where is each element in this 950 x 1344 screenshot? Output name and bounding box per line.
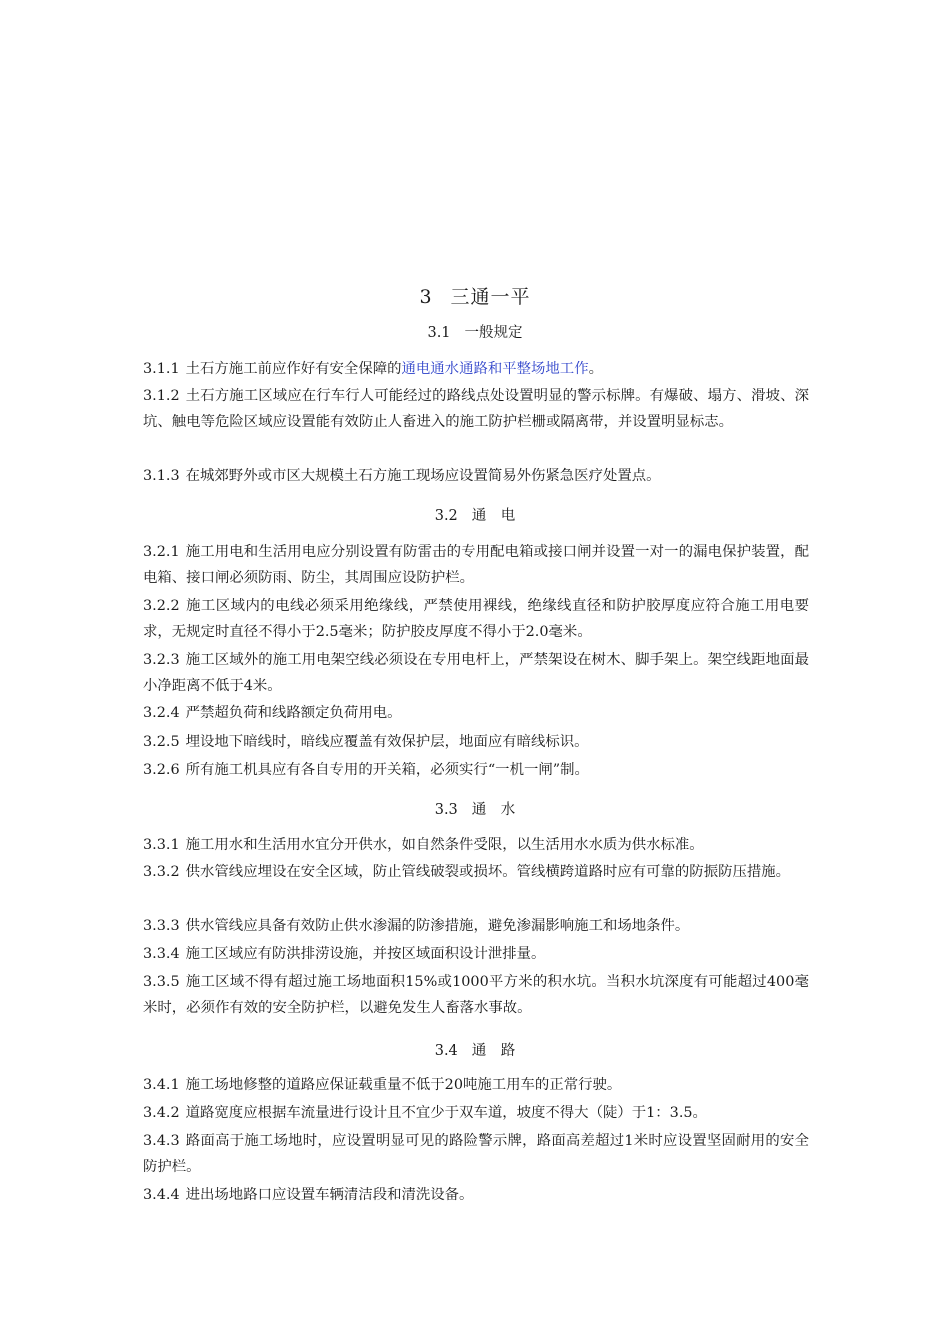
clause-3-2-3: 3.2.3 施工区域外的施工用电架空线必须设在专用电杆上，严禁架设在树木、脚手架上。架空线距地面最小净距离不低于4米。 (143, 652, 809, 694)
clause-3-2-1: 3.2.1 施工用电和生活用电应分别设置有防雷击的专用配电箱或接口闸并设置一对一的漏电保护装置，配电箱、接口闸必须防雨、防尘，其周围应设防护栏。 (143, 544, 809, 586)
clause-3-4-1: 3.4.1 施工场地修整的道路应保证载重量不低于20吨施工用车的正常行驶。 (143, 1077, 622, 1093)
clause-3-2-6: 3.2.6 所有施工机具应有各自专用的开关箱，必须实行“一机一闸”制。 (143, 762, 589, 778)
section-title-3-2: 3.2 通 电 (434, 508, 516, 524)
chapter-number: 3 (419, 286, 433, 308)
clause-3-4-3: 3.4.3 路面高于施工场地时，应设置明显可见的路险警示牌，路面高差超过1米时应设置坚固耐用的安全防护栏。 (143, 1133, 809, 1175)
section-title-3-4: 3.4 通 路 (434, 1043, 516, 1059)
clause-3-4-4: 3.4.4 进出场地路口应设置车辆清洁段和清洗设备。 (143, 1187, 474, 1203)
section-title-3-1: 3.1 一般规定 (427, 325, 523, 341)
clause-3-3-4: 3.3.4 施工区域应有防洪排涝设施，并按区域面积设计泄排量。 (143, 946, 546, 962)
clause-3-3-3: 3.3.3 供水管线应具备有效防止供水渗漏的防渗措施，避免渗漏影响施工和场地条件。 (143, 918, 690, 934)
clause-3-3-2: 3.3.2 供水管线应埋设在安全区域，防止管线破裂或损坏。管线横跨道路时应有可靠的防振防压措施。 (143, 864, 791, 880)
clause-3-2-5: 3.2.5 埋设地下暗线时，暗线应覆盖有效保护层，地面应有暗线标识。 (143, 734, 589, 750)
clause-3-2-4: 3.2.4 严禁超负荷和线路额定负荷用电。 (143, 705, 402, 721)
clause-3-1-2: 3.1.2 土石方施工区域应在行车行人可能经过的路线点处设置明显的警示标牌。有爆破、塌方、滑坡、深坑、触电等危险区域应设置能有效防止人畜进入的施工防护栏栅或隔离带，并设置明显标志。 (143, 388, 809, 430)
chapter-heading: 三通一平 (450, 286, 531, 308)
clause-3-1-3: 3.1.3 在城郊野外或市区大规模土石方施工现场应设置简易外伤紧急医疗处置点。 (143, 468, 661, 484)
clause-3-2-2: 3.2.2 施工区域内的电线必须采用绝缘线，严禁使用裸线，绝缘线直径和防护胶厚度应符合施工用电要求，无规定时直径不得小于2.5毫米；防护胶皮厚度不得小于2.0毫米。 (143, 598, 809, 640)
clause-3-3-5: 3.3.5 施工区域不得有超过施工场地面积15%或1000平方米的积水坑。当积水坑深度有可能超过400毫米时，必须作有效的安全防护栏，以避免发生人畜落水事故。 (143, 974, 809, 1016)
clause-3-4-2: 3.4.2 道路宽度应根据车流量进行设计且不宜少于双车道，坡度不得大（陡）于1：3.5。 (143, 1105, 707, 1121)
clause-3-1-1: 3.1.1 土石方施工前应作好有安全保障的通电通水通路和平整场地工作。 (143, 361, 603, 377)
section-title-3-3: 3.3 通 水 (434, 802, 516, 818)
chapter-title (0, 282, 950, 309)
clause-3-3-1: 3.3.1 施工用水和生活用水宜分开供水，如自然条件受限，以生活用水水质为供水标准。 (143, 837, 704, 853)
clause-link[interactable]: 通电通水通路和平整场地工作 (401, 361, 589, 377)
